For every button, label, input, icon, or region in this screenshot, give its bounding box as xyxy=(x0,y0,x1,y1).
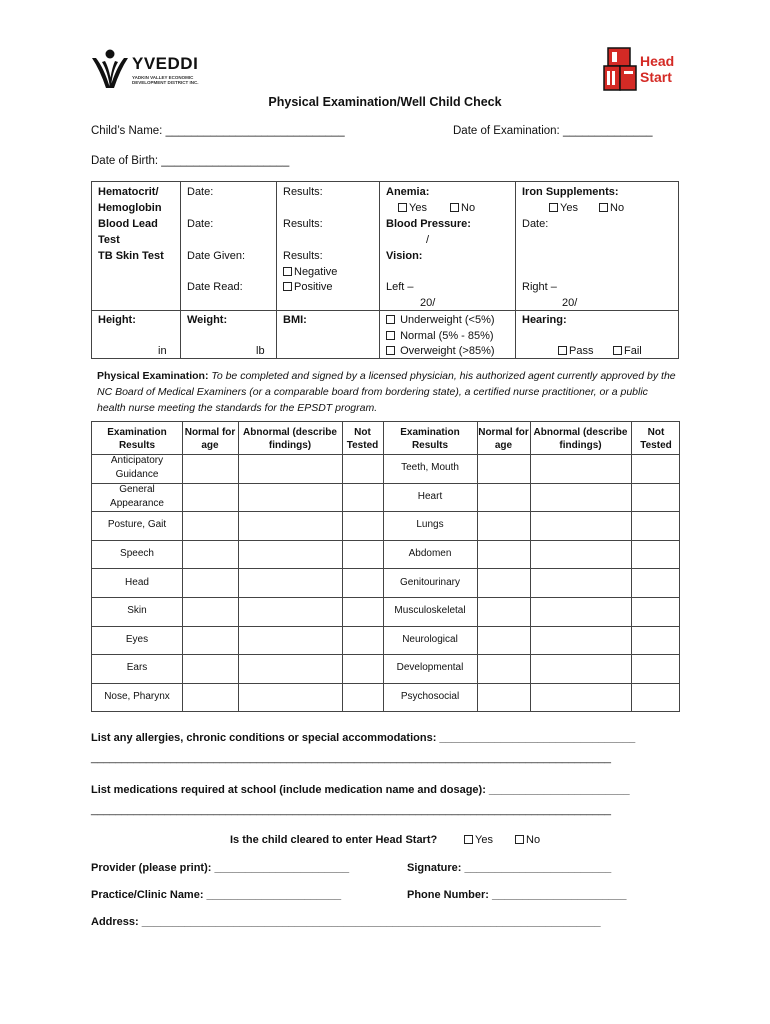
hearing-pass[interactable]: Pass xyxy=(558,343,593,359)
anemia-label: Anemia: xyxy=(386,186,430,198)
exam-item-right: Lungs xyxy=(416,519,444,531)
yveddi-name: YVEDDI xyxy=(132,54,199,73)
tb-label: TB Skin Test xyxy=(98,250,164,262)
allergies-field[interactable]: List any allergies, chronic conditions or special accommodations: ________________________________ xyxy=(91,732,636,744)
medications-field[interactable]: List medications required at school (include medication name and dosage): _______________________ xyxy=(91,784,630,796)
exam-item-right: Genitourinary xyxy=(399,576,461,588)
iron-label: Iron Supplements: xyxy=(522,186,619,198)
vision-label: Vision: xyxy=(386,250,423,262)
height-unit: in xyxy=(158,345,167,357)
checkbox-icon xyxy=(283,267,292,276)
checkbox-icon xyxy=(283,282,292,291)
address-field[interactable]: Address: ___________________________________________________________________________ xyxy=(91,916,601,928)
bp-slash[interactable]: / xyxy=(426,234,430,246)
iron-date[interactable]: Date: xyxy=(522,218,549,230)
exam-item-left: Anticipatory Guidance xyxy=(110,455,164,481)
yveddi-logo xyxy=(90,48,240,92)
vision-left-value[interactable]: 20/ xyxy=(420,297,436,309)
exam-item-left: Skin xyxy=(127,605,147,617)
exam-date-field[interactable]: Date of Examination: ______________ xyxy=(453,125,653,137)
height-label: Height: xyxy=(98,314,136,326)
physical-exam-instructions: Physical Examination: To be completed and signed by a licensed physician, his authorized agent currently approved by the NC Board of Medical Examiners (or a comparable board from bordering state), a certified nurse practitioner, or a public health nurse meeting the standards for the EPSDT program. xyxy=(97,370,676,414)
exam-header: Normal for age xyxy=(478,427,529,451)
tb-date-read[interactable]: Date Read: xyxy=(187,281,243,293)
bmi-underweight[interactable]: Underweight (<5%) xyxy=(386,312,495,328)
bmi-overweight[interactable]: Overweight (>85%) xyxy=(386,343,495,359)
exam-header: Not Tested xyxy=(346,427,379,451)
exam-item-left: Nose, Pharynx xyxy=(104,691,170,703)
vision-right: Right – xyxy=(522,281,557,293)
exam-item-left: Head xyxy=(125,576,149,588)
phone-field[interactable]: Phone Number: ______________________ xyxy=(407,889,627,901)
head-start-word-1: Head xyxy=(640,53,675,69)
iron-no[interactable]: No xyxy=(599,200,624,216)
exam-results-table xyxy=(91,421,680,712)
hearing-fail[interactable]: Fail xyxy=(613,343,642,359)
exam-item-right: Psychosocial xyxy=(400,691,460,703)
vision-left: Left – xyxy=(386,281,414,293)
checkbox-icon xyxy=(386,315,395,324)
cleared-question: Is the child cleared to enter Head Start? xyxy=(230,834,438,846)
cleared-yes[interactable]: Yes xyxy=(464,834,493,846)
hematocrit-date[interactable]: Date: xyxy=(187,186,214,198)
signature-field[interactable]: Signature: ________________________ xyxy=(407,862,612,874)
exam-header: Abnormal (describe findings) xyxy=(533,427,628,451)
exam-item-left: Speech xyxy=(120,548,154,560)
lead-results[interactable]: Results: xyxy=(283,218,323,230)
lead-label: Blood Lead Test xyxy=(98,218,158,246)
weight-unit: lb xyxy=(256,345,265,357)
bmi-label: BMI: xyxy=(283,314,307,326)
bp-label: Blood Pressure: xyxy=(386,218,471,230)
form-title: Physical Examination/Well Child Check xyxy=(268,95,502,109)
exam-item-left: General Appearance xyxy=(110,483,164,509)
medications-line[interactable]: _____________________________________________________________________________________ xyxy=(91,804,612,816)
checkbox-icon xyxy=(558,346,567,355)
checkbox-icon xyxy=(386,331,395,340)
practice-field[interactable]: Practice/Clinic Name: ______________________ xyxy=(91,889,342,901)
tb-results: Results: xyxy=(283,250,323,262)
exam-item-right: Heart xyxy=(417,490,443,502)
child-name-field[interactable]: Child’s Name: ____________________________ xyxy=(91,125,345,137)
checkbox-icon xyxy=(464,835,473,844)
exam-header: Abnormal (describe findings) xyxy=(243,427,337,451)
checkbox-icon xyxy=(398,203,407,212)
tb-positive[interactable]: Positive xyxy=(283,279,333,295)
bmi-normal[interactable]: Normal (5% - 85%) xyxy=(386,328,494,344)
hematocrit-label: Hematocrit/ Hemoglobin xyxy=(98,186,162,214)
checkbox-icon xyxy=(613,346,622,355)
vision-right-value[interactable]: 20/ xyxy=(562,297,578,309)
screening-table xyxy=(91,181,679,359)
checkbox-icon xyxy=(515,835,524,844)
weight-label: Weight: xyxy=(187,314,228,326)
dob-field[interactable]: Date of Birth: ____________________ xyxy=(91,155,290,167)
exam-item-right: Neurological xyxy=(402,633,458,645)
cleared-no[interactable]: No xyxy=(515,834,540,846)
anemia-no[interactable]: No xyxy=(450,200,475,216)
exam-item-right: Abdomen xyxy=(408,548,452,560)
exam-item-right: Musculoskeletal xyxy=(394,605,466,617)
tb-date-given[interactable]: Date Given: xyxy=(187,250,246,262)
checkbox-icon xyxy=(599,203,608,212)
allergies-line[interactable]: _____________________________________________________________________________________ xyxy=(91,752,612,764)
exam-item-left: Eyes xyxy=(125,633,149,645)
yveddi-figure-icon xyxy=(90,48,130,90)
exam-item-right: Teeth, Mouth xyxy=(401,462,459,474)
lead-date[interactable]: Date: xyxy=(187,218,214,230)
checkbox-icon xyxy=(386,346,395,355)
exam-item-right: Developmental xyxy=(396,662,464,674)
provider-field[interactable]: Provider (please print): ______________________ xyxy=(91,862,350,874)
exam-item-left: Ears xyxy=(126,662,148,674)
exam-header: Examination Results xyxy=(400,427,460,451)
checkbox-icon xyxy=(549,203,558,212)
checkbox-icon xyxy=(450,203,459,212)
head-start-logo xyxy=(602,46,684,92)
exam-header: Examination Results xyxy=(107,427,167,451)
anemia-yes[interactable]: Yes xyxy=(398,200,427,216)
head-start-word-2: Start xyxy=(640,69,672,85)
iron-yes[interactable]: Yes xyxy=(549,200,578,216)
tb-negative[interactable]: Negative xyxy=(283,264,337,280)
exam-header: Not Tested xyxy=(640,427,672,451)
exam-header: Normal for age xyxy=(184,427,236,451)
hearing-label: Hearing: xyxy=(522,314,567,326)
hematocrit-results[interactable]: Results: xyxy=(283,186,323,198)
head-start-blocks-icon xyxy=(602,46,640,92)
yveddi-subtitle: YADKIN VALLEY ECONOMIC DEVELOPMENT DISTRICT INC. xyxy=(132,75,199,85)
exam-item-left: Posture, Gait xyxy=(107,519,167,531)
